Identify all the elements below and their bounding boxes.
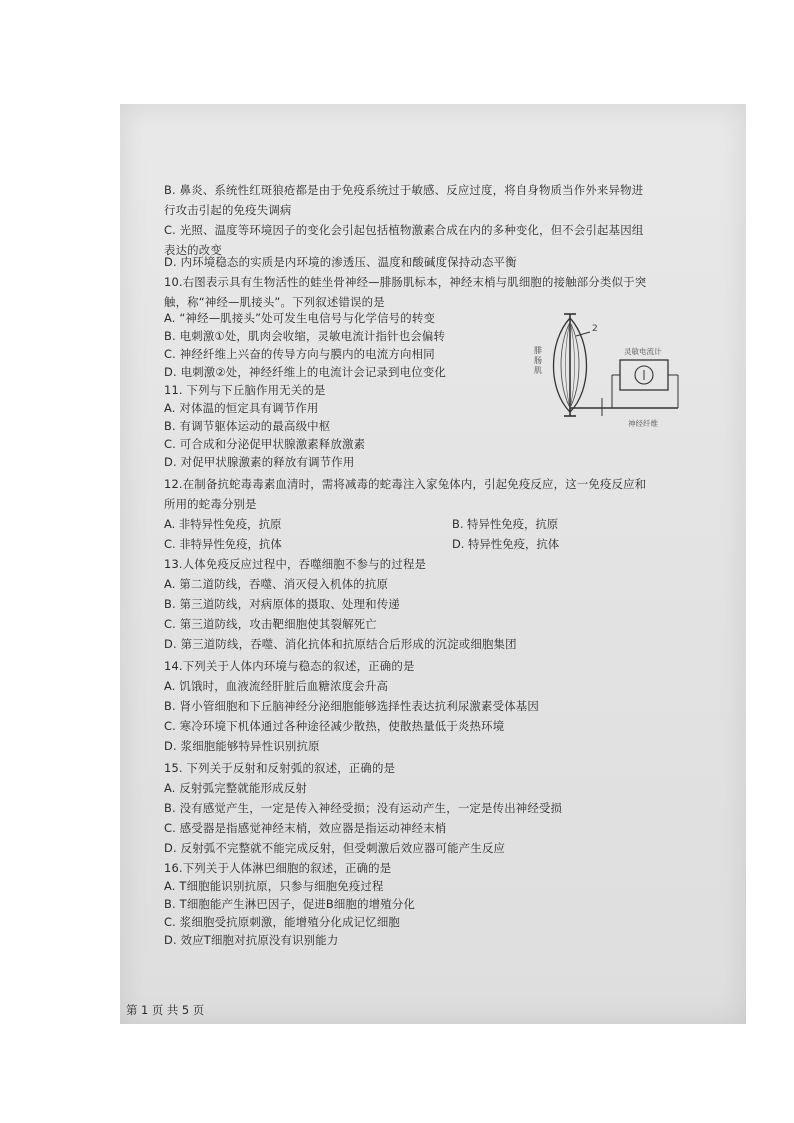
- text-line: B. 有调节躯体运动的最高级中枢: [164, 419, 331, 433]
- text-line: A. T细胞能识别抗原，只参与细胞免疫过程: [164, 879, 384, 893]
- text-line: 13.人体免疫反应过程中，吞噬细胞不参与的过程是: [164, 557, 427, 571]
- text-line: C. 寒冷环境下机体通过各种途径减少散热，使散热量低于炎热环境: [164, 719, 505, 733]
- text-line: C. 感受器是指感觉神经末梢，效应器是指运动神经末梢: [164, 821, 447, 835]
- option-text: A. 非特异性免疫，抗原: [164, 517, 282, 531]
- text-line: C. 第三道防线，攻击靶细胞使其裂解死亡: [164, 617, 377, 631]
- exam-page: [120, 104, 746, 1024]
- text-line: 11. 下列与下丘脑作用无关的是: [164, 383, 326, 397]
- text-line: C. 可合成和分泌促甲状腺激素释放激素: [164, 437, 366, 451]
- label-2: 2: [592, 324, 598, 334]
- text-line: D. 电刺激②处，神经纤维上的电流计会记录到电位变化: [164, 365, 447, 379]
- text-line: C. 神经纤维上兴奋的传导方向与膜内的电流方向相同: [164, 347, 435, 361]
- text-line: B. 没有感觉产生，一定是传入神经受损；没有运动产生，一定是传出神经受损: [164, 801, 563, 815]
- text-line: A. 对体温的恒定具有调节作用: [164, 401, 319, 415]
- text-line: C. 光照、温度等环境因子的变化会引起包括植物激素合成在内的多种变化，但不会引起基因组: [164, 223, 644, 237]
- text-line: D. 对促甲状腺激素的释放有调节作用: [164, 455, 355, 469]
- text-line: B. 第三道防线，对病原体的摄取、处理和传递: [164, 597, 400, 611]
- text-line: D. 效应T细胞对抗原没有识别能力: [164, 933, 339, 947]
- option-text: C. 非特异性免疫，抗体: [164, 537, 282, 551]
- text-line: D. 内环境稳态的实质是内环境的渗透压、温度和酸碱度保持动态平衡: [164, 255, 517, 269]
- text-line: B. 电刺激①处，肌肉会收缩，灵敏电流计指针也会偏转: [164, 329, 446, 343]
- text-line: 所用的蛇毒分别是: [164, 497, 257, 511]
- text-line: 12.在制备抗蛇毒毒素血清时，需将减毒的蛇毒注入家兔体内，引起免疫反应，这一免疫反应和: [164, 477, 647, 491]
- text-line: B. 肾小管细胞和下丘脑神经分泌细胞能够选择性表达抗利尿激素受体基因: [164, 699, 539, 713]
- text-line: B. 鼻炎、系统性红斑狼疮都是由于免疫系统过于敏感、反应过度，将自身物质当作外来异物进: [164, 183, 644, 197]
- text-line: A. “神经—肌接头”处可发生电信号与化学信号的转变: [164, 311, 436, 325]
- text-line: 14.下列关于人体内环境与稳态的叙述，正确的是: [164, 659, 415, 673]
- option-text: D. 特异性免疫，抗体: [452, 537, 560, 551]
- text-line: A. 反射弧完整就能形成反射: [164, 781, 307, 795]
- text-line: 10.右图表示具有生物活性的蛙坐骨神经—腓肠肌标本，神经末梢与肌细胞的接触部分类似于突: [164, 275, 647, 289]
- label-nerve: 神经纤维: [628, 419, 658, 428]
- diagram-svg: [528, 312, 688, 436]
- label-meter: 灵敏电流计: [624, 347, 662, 356]
- text-line: 触，称“神经—肌接头”。下列叙述错误的是: [164, 295, 385, 309]
- text-line: B. T细胞能产生淋巴因子，促进B细胞的增殖分化: [164, 897, 416, 911]
- page-footer: 第 1 页 共 5 页: [126, 1003, 205, 1017]
- text-line: 15. 下列关于反射和反射弧的叙述，正确的是: [164, 761, 396, 775]
- nerve-muscle-diagram: [528, 312, 688, 436]
- text-line: 表达的改变: [164, 243, 222, 257]
- text-line: C. 浆细胞受抗原刺激，能增殖分化成记忆细胞: [164, 915, 401, 929]
- text-line: A. 饥饿时，血液流经肝脏后血糖浓度会升高: [164, 679, 389, 693]
- text-line: 16.下列关于人体淋巴细胞的叙述，正确的是: [164, 861, 392, 875]
- text-line: D. 第三道防线，吞噬、消化抗体和抗原结合后形成的沉淀或细胞集团: [164, 637, 517, 651]
- text-line: 行攻击引起的免疫失调病: [164, 203, 292, 217]
- text-line: D. 反射弧不完整就不能完成反射，但受刺激后效应器可能产生反应: [164, 841, 506, 855]
- label-muscle: 腓肠肌: [534, 346, 542, 375]
- option-text: B. 特异性免疫，抗原: [452, 517, 559, 531]
- text-line: A. 第二道防线，吞噬、消灭侵入机体的抗原: [164, 577, 389, 591]
- text-line: D. 浆细胞能够特异性识别抗原: [164, 739, 320, 753]
